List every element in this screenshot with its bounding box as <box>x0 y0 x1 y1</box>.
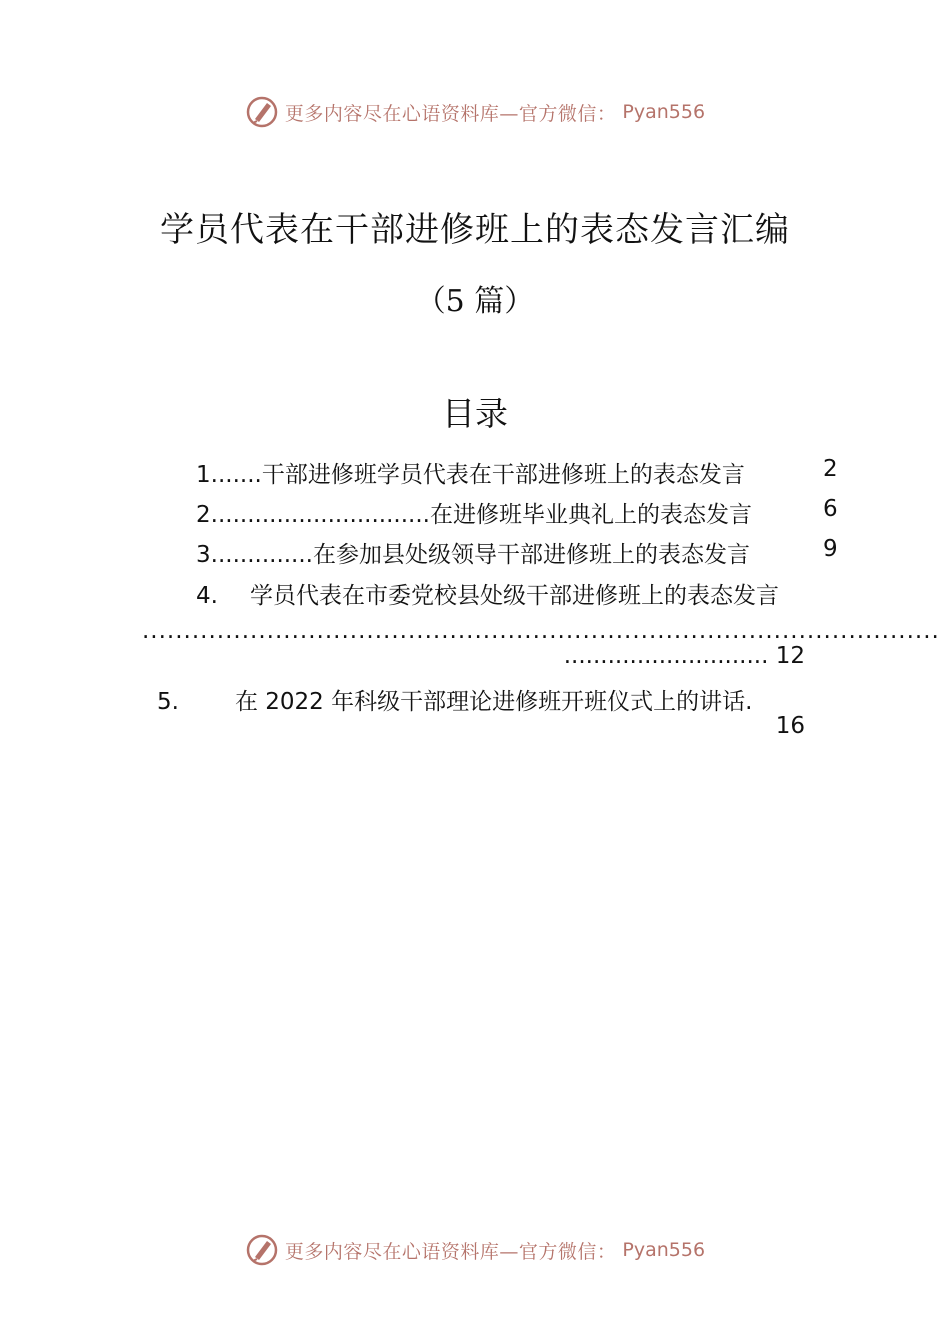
toc-item-1-page: 2 <box>823 456 838 482</box>
toc-item-1[interactable]: 1.......干部进修班学员代表在干部进修班上的表态发言 <box>196 462 745 488</box>
header-banner <box>0 95 950 129</box>
toc-item-4-leader: ................................................................................................ <box>142 618 940 644</box>
document-subtitle: （5 篇） <box>415 284 535 319</box>
toc-item-4[interactable]: 4. 学员代表在市委党校县处级干部进修班上的表态发言 <box>196 583 779 609</box>
document-title: 学员代表在干部进修班上的表态发言汇编 <box>160 210 790 250</box>
toc-item-3[interactable]: 3..............在参加县处级领导干部进修班上的表态发言 <box>196 542 750 568</box>
toc-item-5[interactable]: 5. 在 2022 年科级干部理论进修班开班仪式上的讲话. <box>157 689 753 715</box>
footer-banner <box>0 1233 950 1267</box>
banner-text: 更多内容尽在心语资料库—官方微信： <box>284 102 617 125</box>
banner-text: 更多内容尽在心语资料库—官方微信： <box>284 1240 617 1263</box>
banner-handle: Pyan556 <box>622 101 706 123</box>
toc-item-3-page: 9 <box>823 536 838 562</box>
toc-item-5-page: 16 <box>775 713 805 739</box>
pen-logo-icon <box>245 1233 279 1267</box>
banner-handle: Pyan556 <box>622 1239 706 1261</box>
toc-item-2[interactable]: 2..............................在进修班毕业典礼上的表态发言 <box>196 502 752 528</box>
pen-logo-icon <box>245 95 279 129</box>
toc-item-2-page: 6 <box>823 496 838 522</box>
toc-item-4-page: ............................ 12 <box>563 643 805 669</box>
toc-heading: 目录 <box>442 394 508 433</box>
